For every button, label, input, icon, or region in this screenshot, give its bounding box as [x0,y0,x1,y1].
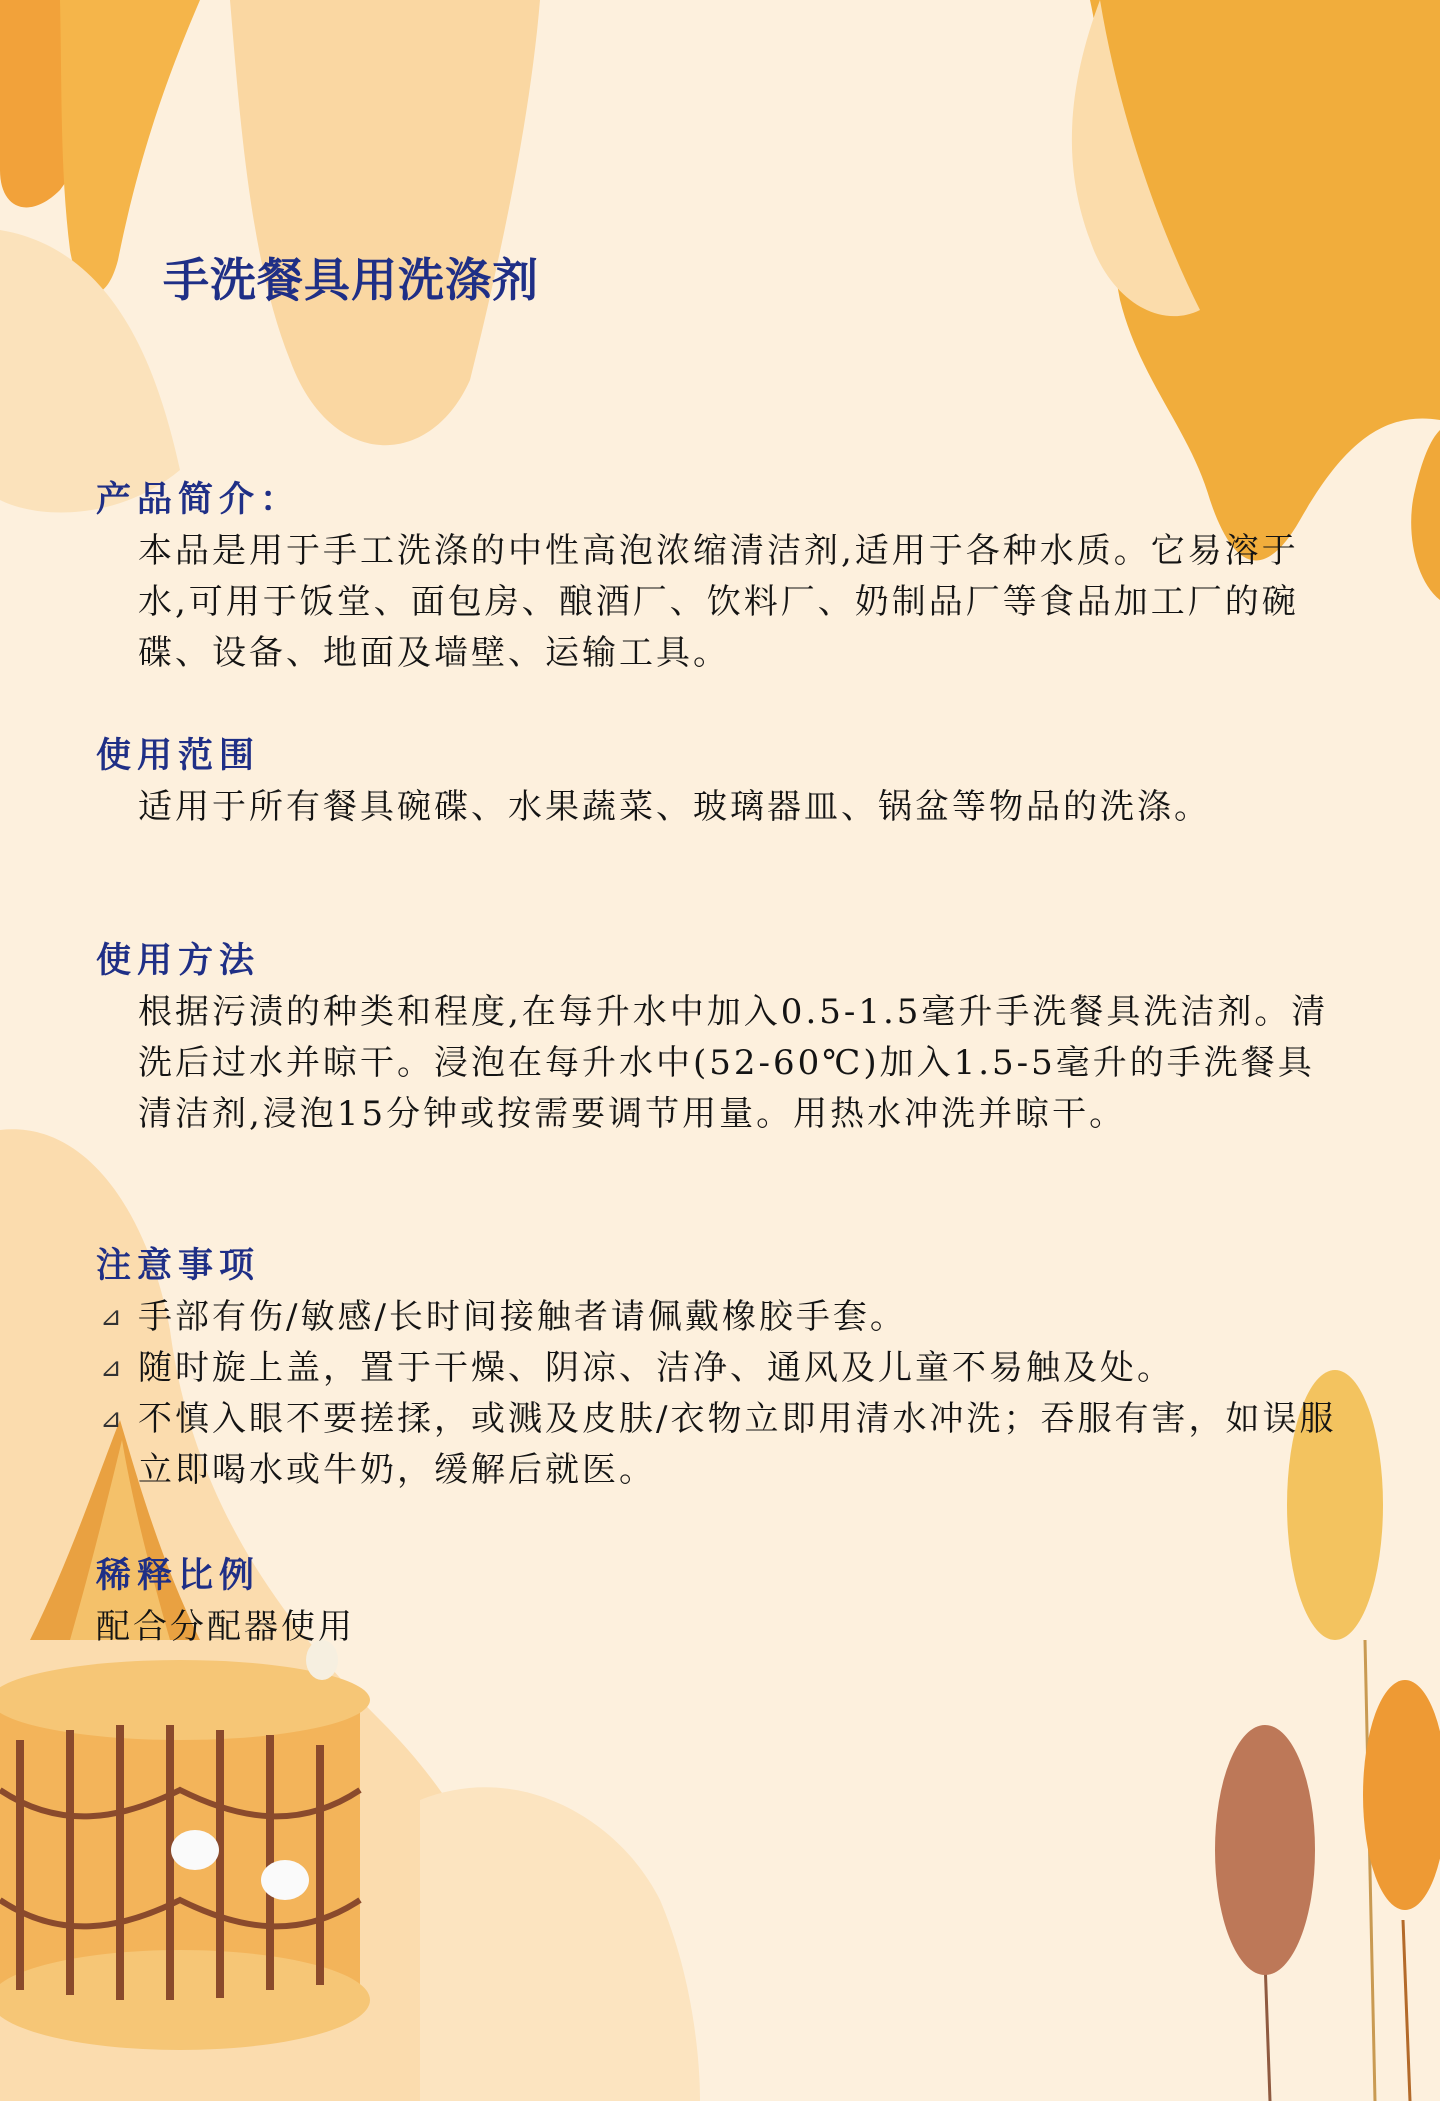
method-text: 根据污渍的种类和程度,在每升水中加入0.5-1.5毫升手洗餐具洗洁剂。清洗后过水并晾干。浸泡在每升水中(52-60℃)加入1.5-5毫升的手洗餐具清洁剂,浸泡15分钟或按需要调节用量。用热水冲洗并晾干。 [138,992,1329,1134]
method-heading: 使用方法 [96,940,261,981]
notes-section [96,1240,1346,1496]
intro-text: 本品是用于手工洗涤的中性高泡浓缩清洁剂,适用于各种水质。它易溶于水,可用于饭堂、面包房、酿酒厂、饮料厂、奶制品厂等食品加工厂的碗碟、设备、地面及墙壁、运输工具。 [138,531,1299,673]
scope-section [96,730,1346,833]
intro-heading: 产品简介： [96,479,302,520]
scope-heading: 使用范围 [96,735,261,776]
list-item [96,1343,1346,1394]
list-item [96,1394,1346,1496]
notes-heading: 注意事项 [96,1245,261,1286]
triangle-bullet-icon: ⊿ [100,1302,125,1332]
note-text: 不慎入眼不要搓揉，或溅及皮肤/衣物立即用清水冲洗；吞服有害，如误服立即喝水或牛奶，缓解后就医。 [138,1399,1337,1490]
note-text: 随时旋上盖，置于干燥、阴凉、洁净、通风及儿童不易触及处。 [138,1348,1174,1388]
scope-text: 适用于所有餐具碗碟、水果蔬菜、玻璃器皿、锅盆等物品的洗涤。 [138,787,1211,827]
intro-section [96,474,1346,679]
method-section [96,935,1346,1140]
notes-list [96,1292,1346,1496]
dilution-text: 配合分配器使用 [96,1607,355,1647]
note-text: 手部有伤/敏感/长时间接触者请佩戴橡胶手套。 [138,1297,907,1337]
list-item [96,1292,1346,1343]
dilution-section [96,1550,1346,1653]
dilution-heading: 稀释比例 [96,1555,261,1596]
triangle-bullet-icon: ⊿ [100,1353,125,1383]
triangle-bullet-icon: ⊿ [100,1404,125,1434]
page-title: 手洗餐具用洗涤剂 [163,253,539,307]
